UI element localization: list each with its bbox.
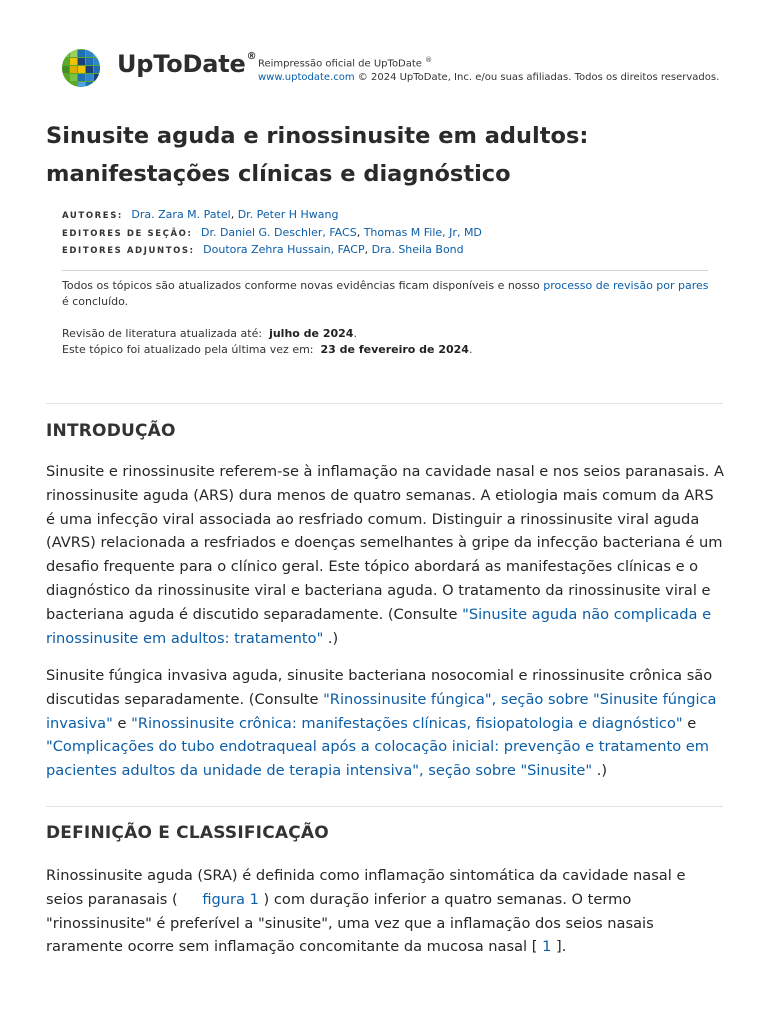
deputy-editor-link[interactable]: Dra. Sheila Bond	[371, 243, 464, 256]
reprint-notice	[258, 53, 719, 85]
definition-paragraph-1: Rinossinusite aguda (SRA) é definida como inflamação sintomática da cavidade nasal e seios paranasais ( figura 1 ) com duração inferior a quatro semanas. O termo "rinossinusite" é preferível a "sinusite", uma vez que a inflamação dos seios nasais raramente ocorre sem inflamação concomitante da mucosa nasal [ 1 ].	[46, 867, 686, 956]
literature-review-value: julho de 2024	[269, 327, 354, 340]
site-link[interactable]: www.uptodate.com	[258, 72, 355, 84]
reference-1-link[interactable]: 1	[542, 938, 552, 956]
authors-label: AUTORES:	[62, 211, 123, 221]
section-heading-definition: DEFINIÇÃO E CLASSIFICAÇÃO	[46, 823, 329, 843]
last-updated-date: Este tópico foi atualizado pela última vez em: 23 de fevereiro de 2024.	[62, 343, 473, 356]
peer-review-note: Todos os tópicos são atualizados conforme novas evidências ficam disponíveis e nosso processo de revisão por pares é concluído.	[62, 279, 709, 308]
intro-paragraph-2: Sinusite fúngica invasiva aguda, sinusite bacteriana nosocomial e rinossinusite crônica são discutidas separadamente. (Consulte "Rinossinusite fúngica", seção sobre "Sinusite fúngica invasiva" e "Rinossinusite crônica: manifestações clínicas, fisiopatologia e diagnóstico" e "Complicações do tubo endotraqueal após a colocação inicial: prevenção e tratamento em pacientes adultos da unidade de terapia intensiva", seção sobre "Sinusite" .)	[46, 667, 717, 780]
deputy-editors-row: EDITORES ADJUNTOS: Doutora Zehra Hussain, FACP, Dra. Sheila Bond	[62, 243, 464, 256]
literature-review-date: Revisão de literatura atualizada até: julho de 2024.	[62, 327, 357, 340]
header	[60, 46, 750, 90]
deputy-editors-label: EDITORES ADJUNTOS:	[62, 246, 195, 256]
brand-text: UpToDate	[117, 50, 246, 78]
page-title: Sinusite aguda e rinossinusite em adultos: manifestações clínicas e diagnóstico	[46, 123, 589, 187]
treatment-topic-link[interactable]: "Sinusite aguda não complicada e rinossinusite em adultos: tratamento"	[46, 605, 712, 647]
divider	[62, 270, 708, 271]
author-link[interactable]: Dr. Peter H Hwang	[237, 208, 339, 221]
chronic-rhinosinusitis-link[interactable]: "Rinossinusite crônica: manifestações clínicas, fisiopatologia e diagnóstico"	[131, 714, 683, 732]
divider	[46, 806, 723, 807]
intro-paragraph-1: Sinusite e rinossinusite referem-se à inflamação na cavidade nasal e nos seios paranasais. A rinossinusite aguda (ARS) dura menos de quatro semanas. A etiologia mais comum da ARS é uma infecção viral associada ao resfriado comum. Distinguir a rinossinusite viral aguda (AVRS) relacionada a resfriados e doenças semelhantes à gripe da infecção bacteriana é um desafio frequente para o clínico geral. Este tópico abordará as manifestações clínicas e o diagnóstico da rinossinusite viral e bacteriana aguda. O tratamento da rinossinusite viral e bacteriana aguda é discutido separadamente. (Consulte "Sinusite aguda não complicada e rinossinusite em adultos: tratamento" .)	[46, 463, 724, 647]
fungal-rhinosinusitis-link[interactable]: "Rinossinusite fúngica", seção sobre "Sinusite fúngica invasiva"	[46, 690, 717, 732]
reprint-text: Reimpressão oficial de UpToDate	[258, 58, 422, 70]
registered-mark: ®	[246, 51, 257, 62]
author-link[interactable]: Dra. Zara M. Patel	[131, 208, 231, 221]
divider	[46, 403, 723, 404]
endotracheal-tube-complications-link[interactable]: "Complicações do tubo endotraqueal após a colocação inicial: prevenção e tratamento em pacientes adultos da unidade de terapia intensiva", seção sobre "Sinusite"	[46, 738, 709, 780]
section-editor-link[interactable]: Dr. Daniel G. Deschler, FACS	[200, 225, 357, 239]
reprint-registered-mark: ®	[425, 56, 433, 64]
authors-row: AUTORES: Dra. Zara M. Patel, Dr. Peter H Hwang	[62, 208, 339, 221]
section-editor-link[interactable]: Thomas M File, Jr, MD	[363, 225, 482, 239]
figure-1-link[interactable]: figura 1	[202, 890, 259, 908]
last-updated-value: 23 de fevereiro de 2024	[320, 343, 469, 356]
update-notice	[62, 278, 712, 358]
section-heading-introduction: INTRODUÇÃO	[46, 421, 176, 441]
brand-name	[117, 50, 256, 78]
peer-review-link[interactable]: processo de revisão por pares	[543, 279, 709, 292]
contributors	[62, 207, 722, 260]
section-editors-label: EDITORES DE SEÇÃO:	[62, 228, 193, 239]
copyright-text: © 2024 UpToDate, Inc. e/ou suas afiliadas. Todos os direitos reservados.	[357, 72, 720, 84]
deputy-editor-link[interactable]: Doutora Zehra Hussain, FACP	[203, 243, 365, 256]
uptodate-logo-icon	[60, 48, 102, 90]
section-editors-row: EDITORES DE SEÇÃO: Dr. Daniel G. Deschler, FACS, Thomas M File, Jr, MD	[62, 225, 482, 239]
